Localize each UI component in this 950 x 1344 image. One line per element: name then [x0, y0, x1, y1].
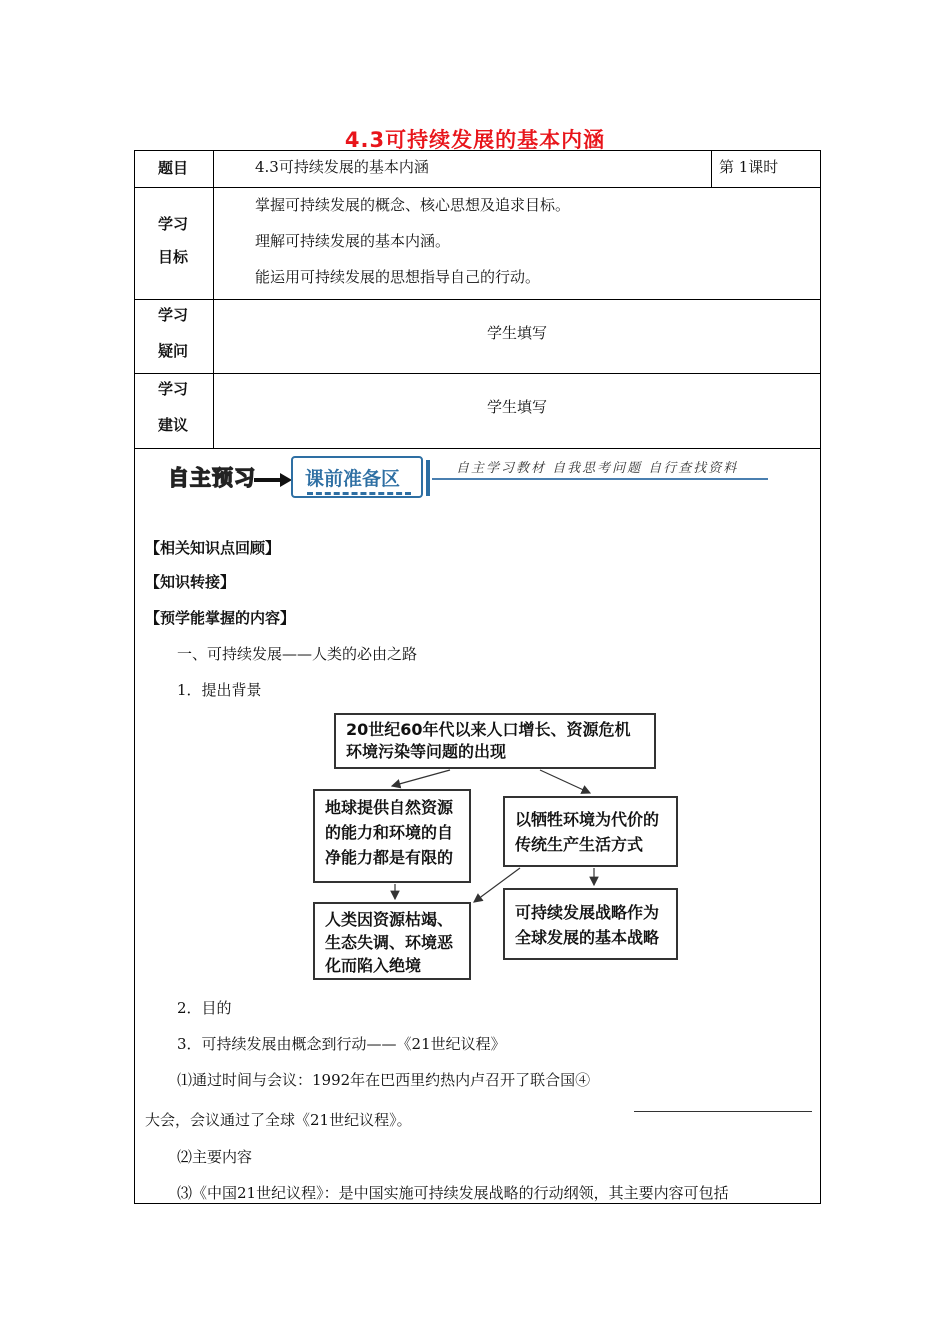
goal-item: 能运用可持续发展的思想指导自己的行动。 [255, 268, 541, 286]
suggestions-label-line2: 建议 [158, 416, 189, 434]
flow-text: 净能力都是有限的 [325, 848, 454, 867]
document-title: 4.3可持续发展的基本内涵 [344, 128, 606, 152]
content-item: 1．提出背景 [177, 681, 262, 699]
goals-label-line2: 目标 [158, 248, 189, 266]
section-preview: 【预学能掌握的内容】 [145, 609, 296, 627]
flow-text: 环境污染等问题的出现 [346, 742, 507, 761]
questions-label-line2: 疑问 [158, 342, 189, 360]
goal-item: 理解可持续发展的基本内涵。 [255, 232, 451, 250]
suggestions-value[interactable]: 学生填写 [486, 398, 547, 416]
flow-text: 以牺牲环境为代价的 [515, 810, 660, 829]
flow-text: 化而陷入绝境 [325, 956, 422, 975]
goal-item: 掌握可持续发展的概念、核心思想及追求目标。 [255, 196, 571, 214]
content-heading: 一、可持续发展——人类的必由之路 [177, 645, 418, 663]
prep-zone-label: 课前准备区 [305, 468, 401, 490]
content-paragraph: 大会，会议通过了全球《21世纪议程》。 [145, 1111, 412, 1129]
topic-label: 题目 [158, 159, 189, 177]
suggestions-label-line1: 学习 [158, 380, 189, 398]
flow-text: 地球提供自然资源 [325, 798, 454, 817]
goals-label-line1: 学习 [158, 215, 189, 233]
content-paragraph: ⑵主要内容 [177, 1148, 253, 1166]
content-item: 2．目的 [177, 999, 232, 1017]
flow-text: 可持续发展战略作为 [515, 903, 660, 922]
lesson-value: 第 1课时 [719, 158, 779, 176]
questions-value[interactable]: 学生填写 [486, 324, 547, 342]
flow-text: 的能力和环境的自 [325, 823, 454, 842]
questions-label-line1: 学习 [158, 306, 189, 324]
flow-text: 人类因资源枯竭、 [325, 910, 454, 929]
content-paragraph: ⑴通过时间与会议：1992年在巴西里约热内卢召开了联合国④ [177, 1071, 591, 1089]
topic-value: 4.3可持续发展的基本内涵 [255, 158, 429, 176]
flow-text: 全球发展的基本战略 [515, 928, 660, 947]
fill-blank-line[interactable] [634, 1111, 812, 1112]
self-study-logo: 自主预习 [168, 466, 256, 490]
content-paragraph: ⑶《中国21世纪议程》：是中国实施可持续发展战略的行动纲领，其主要内容可包括 [177, 1184, 729, 1202]
banner-hint: 自主学习教材 自我思考问题 自行查找资料 [456, 461, 739, 476]
content-item: 3．可持续发展由概念到行动——《21世纪议程》 [177, 1035, 506, 1053]
flow-text: 生态失调、环境恶 [325, 933, 454, 952]
section-transfer: 【知识转接】 [145, 573, 236, 591]
flow-text: 20世纪60年代以来人口增长、资源危机 [346, 720, 631, 739]
section-review: 【相关知识点回顾】 [145, 539, 281, 557]
flow-text: 传统生产生活方式 [515, 835, 644, 854]
